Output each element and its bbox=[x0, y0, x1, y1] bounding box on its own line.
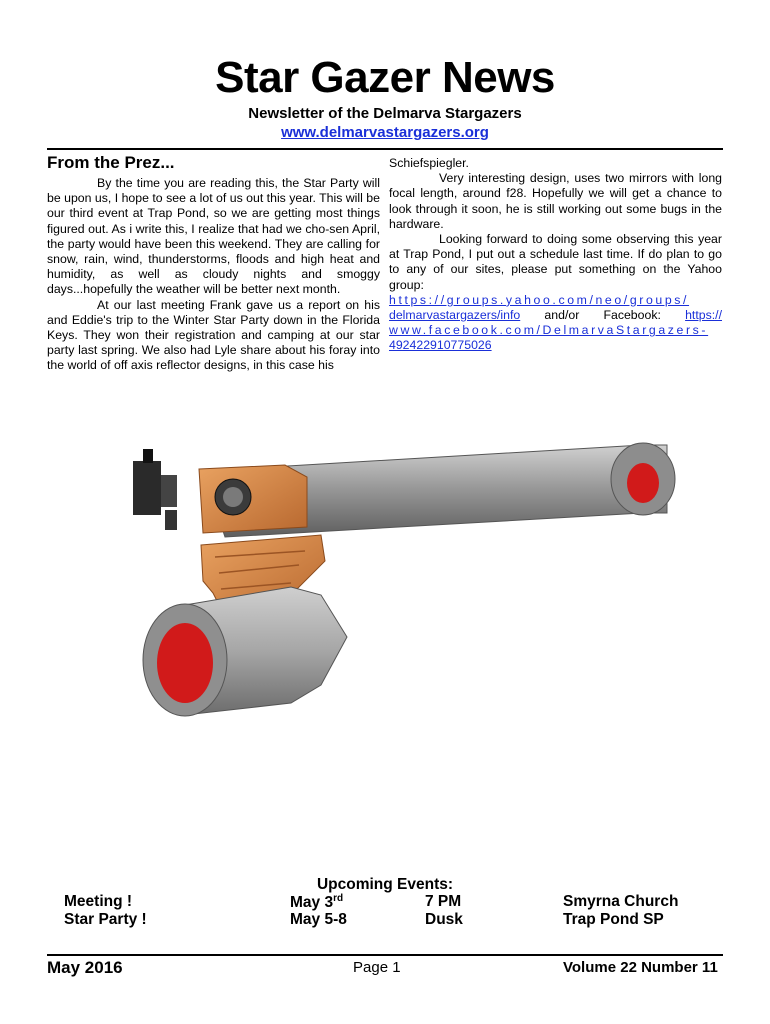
event-time-star-party: Dusk bbox=[425, 911, 463, 928]
page-number: Page 1 bbox=[353, 959, 401, 976]
prez-paragraph-5 bbox=[389, 232, 722, 354]
bottom-rule bbox=[47, 954, 723, 956]
yahoo-group-link-cont[interactable]: delmarvastargazers/info bbox=[389, 308, 521, 323]
secondary-housing-icon bbox=[199, 465, 307, 533]
telescope-svg bbox=[95, 385, 707, 770]
events-title: Upcoming Events: bbox=[316, 876, 454, 893]
event-time-meeting: 7 PM bbox=[425, 893, 462, 910]
facebook-link-cont[interactable]: www.facebook.com/DelmarvaStargazers- bbox=[389, 323, 709, 338]
top-rule bbox=[47, 148, 723, 150]
yahoo-intro-text: Looking forward to doing some observing this year at Trap Pond, I put out a schedule last time. If do plan to go to any of our sites, please put something on the Yahoo group: bbox=[389, 232, 722, 292]
event-date-suffix: rd bbox=[333, 893, 344, 904]
prez-paragraph-3: Schiefspiegler. bbox=[389, 156, 469, 170]
focuser-icon bbox=[133, 449, 177, 530]
prez-paragraph-4: Very interesting design, uses two mirrors with long focal length, around f28. Hopefully we will get a chance to look through it soon, he is still working out some bugs in the hardware. bbox=[389, 171, 722, 231]
event-place-meeting: Smyrna Church bbox=[563, 893, 679, 910]
lower-tube-icon bbox=[143, 587, 347, 716]
prez-paragraph-2: At our last meeting Frank gave us a report on his and Eddie's trip to the Winter Star Party down in the Florida Keys. They won their registration and camping at our star party last spring. We also had Lyle share about his foray into the world of off axis reflector designs, in this case his bbox=[47, 297, 380, 373]
event-date-meeting bbox=[290, 893, 343, 912]
event-date-main: May 3 bbox=[290, 894, 334, 912]
prez-column-right bbox=[389, 156, 722, 354]
website-link[interactable]: www.delmarvastargazers.org bbox=[281, 124, 489, 141]
volume-number: Volume 22 Number 11 bbox=[563, 959, 718, 976]
section-heading: From the Prez... bbox=[47, 153, 175, 172]
newsletter-title: Star Gazer News bbox=[215, 53, 555, 102]
newsletter-subtitle: Newsletter of the Delmarva Stargazers bbox=[248, 105, 522, 122]
facebook-link-id[interactable]: 492422910775026 bbox=[389, 338, 492, 353]
event-name-star-party: Star Party ! bbox=[64, 911, 147, 928]
event-name-meeting: Meeting ! bbox=[64, 893, 133, 910]
telescope-illustration bbox=[95, 385, 707, 770]
facebook-link[interactable]: https:// bbox=[685, 308, 722, 323]
prez-column-left bbox=[47, 152, 380, 374]
event-place-star-party: Trap Pond SP bbox=[563, 911, 664, 928]
issue-date: May 2016 bbox=[47, 958, 123, 977]
event-date-star-party: May 5-8 bbox=[290, 911, 347, 928]
and-or-text: and/or Facebook: bbox=[544, 308, 661, 323]
prez-paragraph-1: By the time you are reading this, the Star Party will be upon us, I hope to see a lot of us out this year. This will be our third event at Trap Pond, so we are getting most things figured out. As i write this, I realize that had we cho-sen April, the party would have been this weekend. They are calling for snow, rain, wind, thunderstorms, floods and high heat and humidity, as well as cloudy nights and smoggy days...hopefully the weather will be better next month. bbox=[47, 176, 380, 297]
website-link-wrap bbox=[0, 124, 770, 141]
yahoo-group-link[interactable]: https://groups.yahoo.com/neo/groups/ bbox=[389, 292, 690, 307]
